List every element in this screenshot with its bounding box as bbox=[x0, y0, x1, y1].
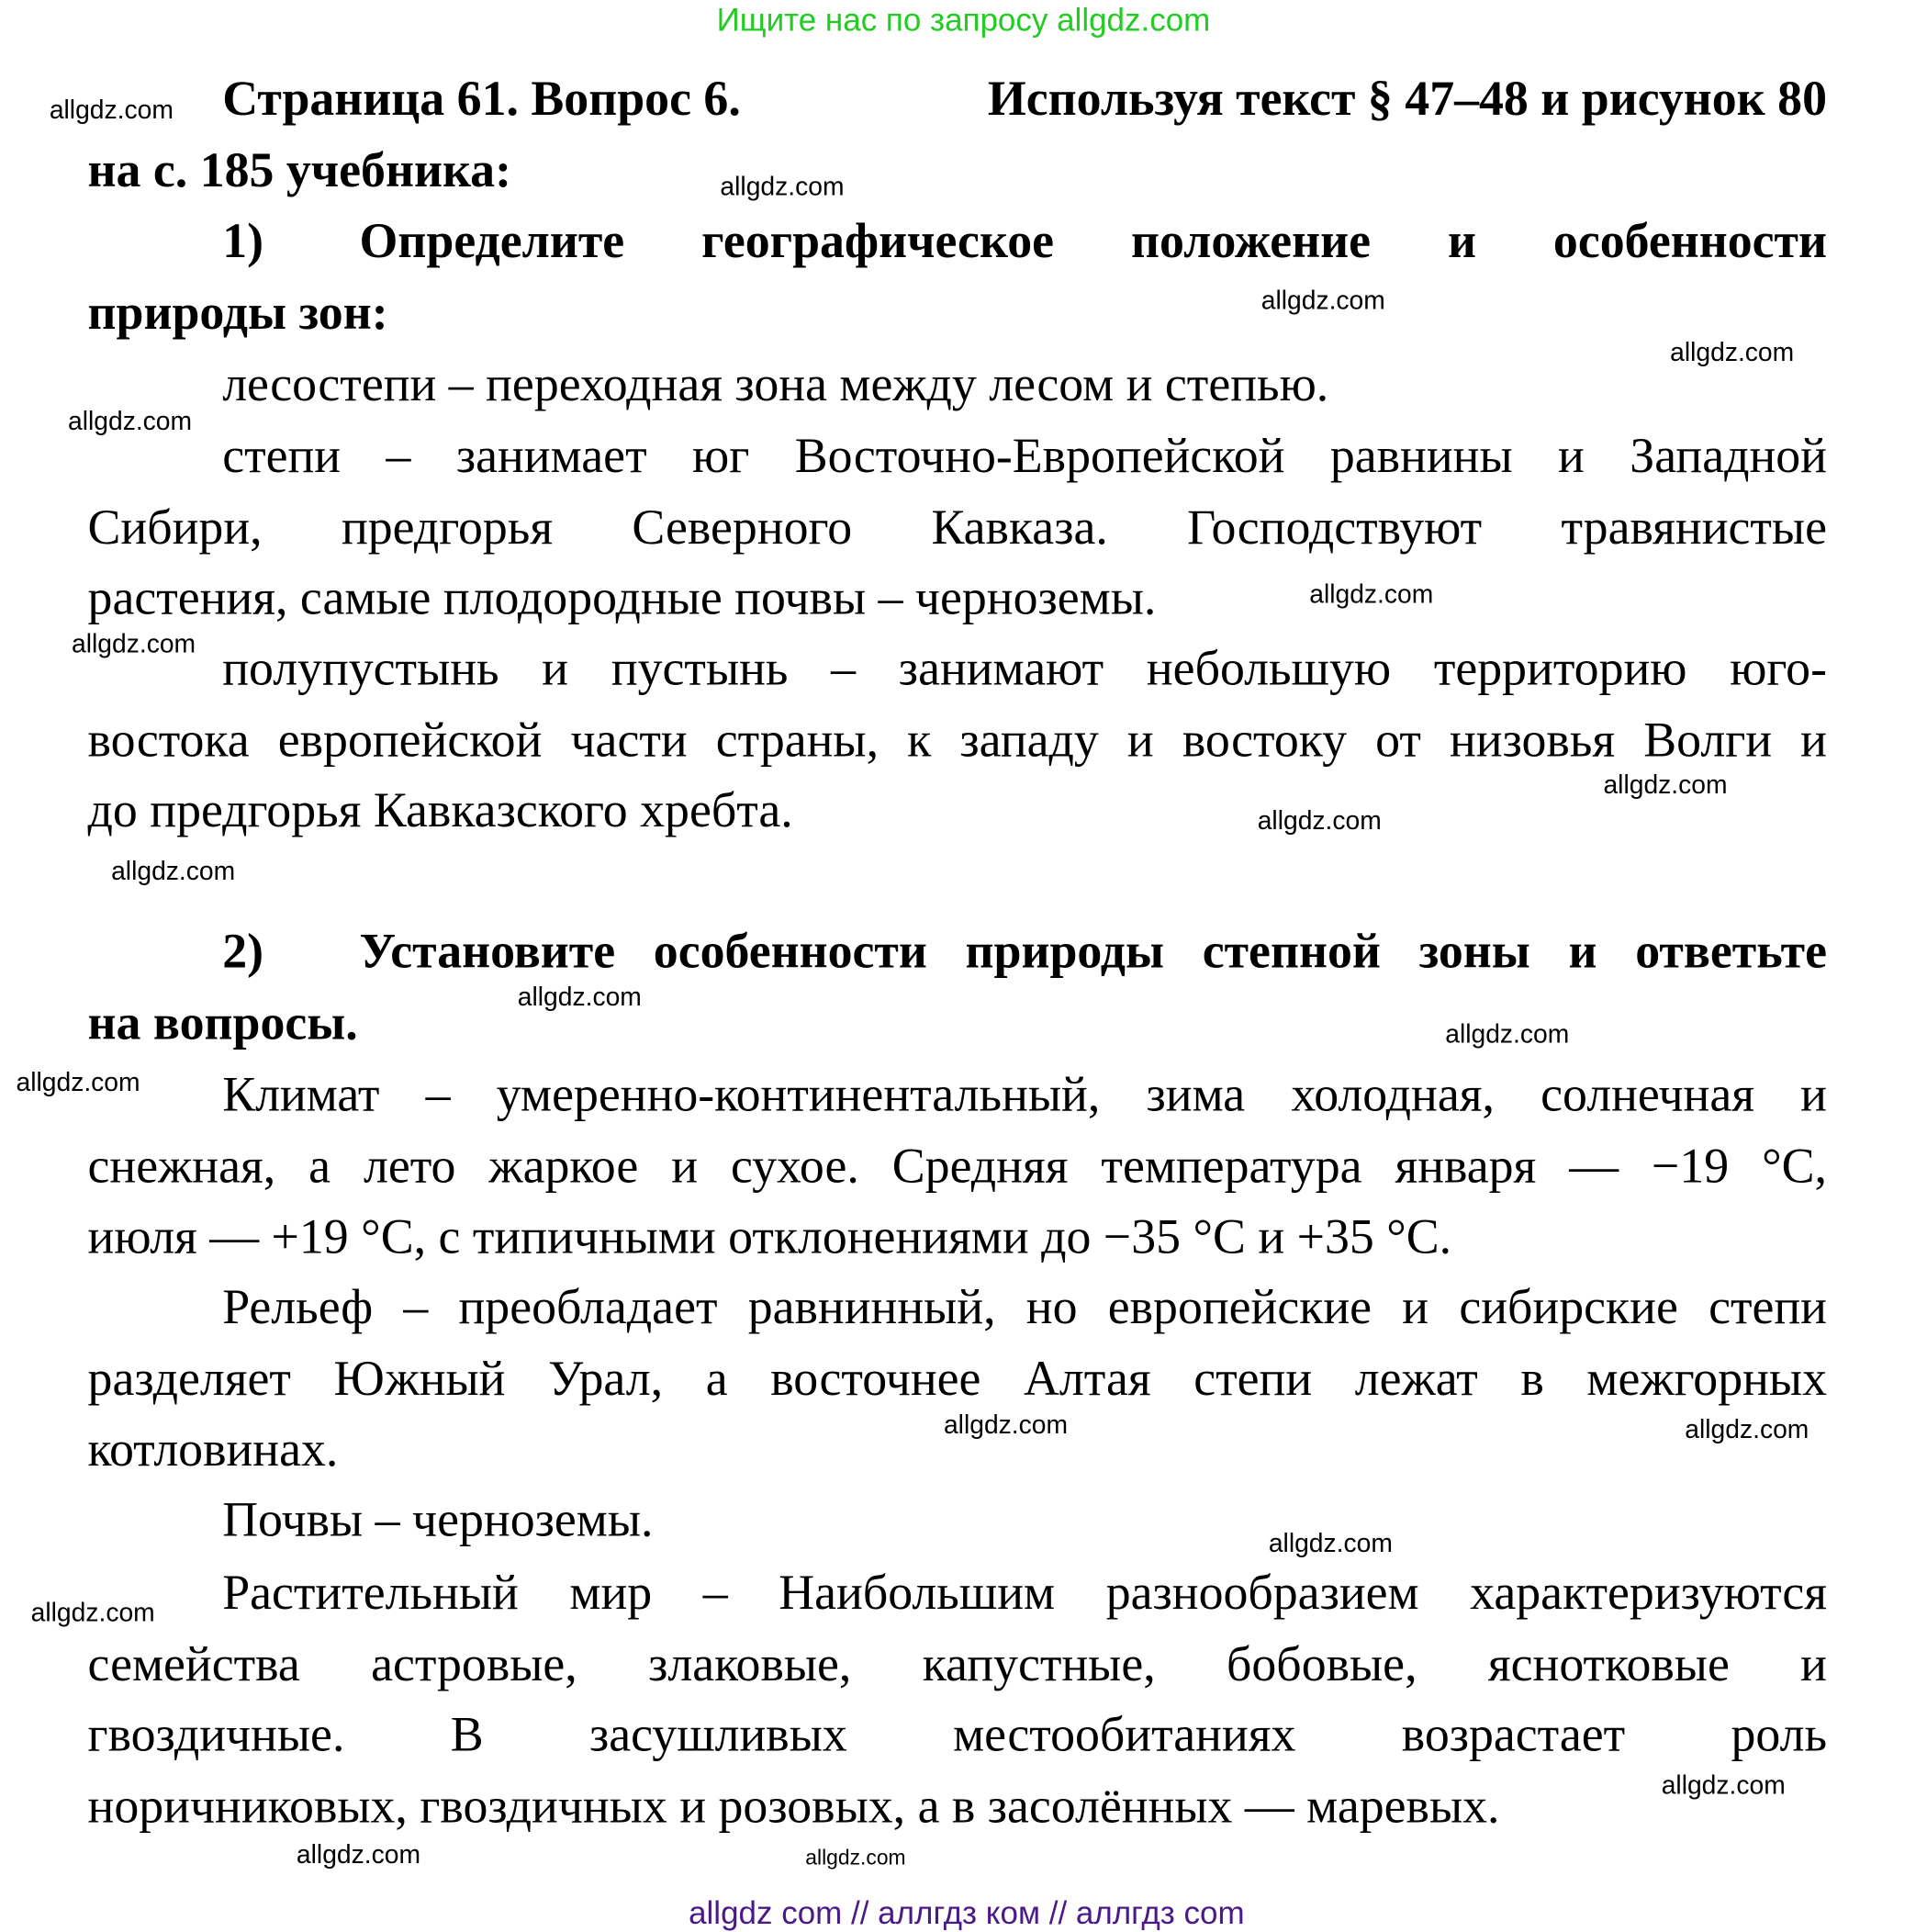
question-prompt-cont: на с. 185 учебника: bbox=[87, 141, 511, 197]
paragraph-climate bbox=[88, 1059, 1827, 1272]
watermark: allgdz.com bbox=[943, 1410, 1069, 1440]
watermark: allgdz.com bbox=[805, 1846, 906, 1870]
watermark: allgdz.com bbox=[111, 857, 236, 886]
task-text-cont: природы зон: bbox=[87, 283, 388, 340]
text-line: полупустынь и пустынь – занимают небольшую территорию юго- bbox=[222, 639, 1827, 696]
watermark: allgdz.com bbox=[30, 1599, 155, 1628]
footer-links[interactable]: allgdz com // аллгдз ком // аллгдз com bbox=[689, 1893, 1245, 1932]
text-line: июля — +19 °С, с типичными отклонениями до −35 °С и +35 °С. bbox=[87, 1208, 1452, 1264]
text-line: Растительный мир – Наибольшим разнообразием характеризуются bbox=[222, 1564, 1827, 1620]
question-label: Страница 61. Вопрос 6. bbox=[222, 70, 741, 127]
text-line: котловинах. bbox=[87, 1421, 339, 1477]
watermark: allgdz.com bbox=[1670, 338, 1795, 367]
text-line: разделяет Южный Урал, а восточнее Алтая степи лежат в межгорных bbox=[87, 1349, 1827, 1406]
text-line: Климат – умеренно-континентальный, зима холодная, солнечная и bbox=[222, 1066, 1827, 1122]
watermark: allgdz.com bbox=[72, 630, 196, 659]
watermark: allgdz.com bbox=[296, 1840, 420, 1870]
question-heading bbox=[88, 63, 1827, 206]
watermark: allgdz.com bbox=[16, 1068, 140, 1097]
paragraph-forest-steppe bbox=[88, 348, 1827, 419]
paragraph-relief bbox=[88, 1272, 1827, 1485]
text-line: востока европейской части страны, к западу и востоку от низовья Волги и bbox=[87, 711, 1827, 767]
question-prompt: Используя текст § 47–48 и рисунок 80 bbox=[987, 70, 1827, 127]
watermark: allgdz.com bbox=[1603, 770, 1728, 800]
task-text: Определите географическое положение и особенности bbox=[359, 212, 1827, 268]
watermark: allgdz.com bbox=[1685, 1415, 1809, 1444]
watermark: allgdz.com bbox=[517, 983, 642, 1012]
watermark: allgdz.com bbox=[49, 95, 174, 125]
text-line: до предгорья Кавказского хребта. bbox=[87, 781, 793, 838]
paragraph-deserts bbox=[88, 633, 1827, 846]
task-text-cont: на вопросы. bbox=[87, 994, 358, 1050]
watermark: allgdz.com bbox=[1257, 806, 1382, 836]
paragraph-soils bbox=[88, 1484, 1827, 1555]
text-line: Сибири, предгорья Северного Кавказа. Господствуют травянистые bbox=[87, 498, 1827, 555]
watermark: allgdz.com bbox=[1445, 1020, 1570, 1050]
watermark: allgdz.com bbox=[720, 173, 845, 202]
watermark: allgdz.com bbox=[1661, 1771, 1786, 1801]
watermark: allgdz.com bbox=[1309, 580, 1434, 610]
task-number: 1) bbox=[222, 212, 264, 268]
text-line: степи – занимает юг Восточно-Европейской равнины и Западной bbox=[222, 427, 1827, 484]
task-text: Установите особенности природы степной зоны и ответьте bbox=[359, 923, 1827, 979]
text-line: семейства астровые, злаковые, капустные, бобовые, яснотковые и bbox=[87, 1634, 1827, 1691]
watermark: allgdz.com bbox=[68, 408, 193, 436]
paragraph-steppe bbox=[88, 420, 1827, 633]
paragraph-flora bbox=[88, 1556, 1827, 1840]
text-line: гвоздичные. В засушливых местообитаниях возрастает роль bbox=[87, 1706, 1827, 1762]
task-number: 2) bbox=[222, 923, 264, 979]
watermark: allgdz.com bbox=[1268, 1529, 1393, 1558]
text-line: Рельеф – преобладает равнинный, но европейские и сибирские степи bbox=[222, 1278, 1827, 1335]
task-1 bbox=[88, 205, 1827, 347]
text-line: снежная, а лето жаркое и сухое. Средняя температура января — −19 °С, bbox=[87, 1137, 1827, 1194]
text-line: лесостепи – переходная зона между лесом и степью. bbox=[222, 355, 1329, 412]
text-line: норичниковых, гвоздичных и розовых, а в засолённых — маревых. bbox=[87, 1777, 1500, 1834]
watermark: allgdz.com bbox=[1260, 286, 1385, 316]
text-line: Почвы – черноземы. bbox=[222, 1491, 654, 1547]
text-line: растения, самые плодородные почвы – черноземы. bbox=[87, 569, 1157, 625]
search-banner[interactable]: Ищите нас по запросу allgdz.com bbox=[716, 1, 1211, 39]
